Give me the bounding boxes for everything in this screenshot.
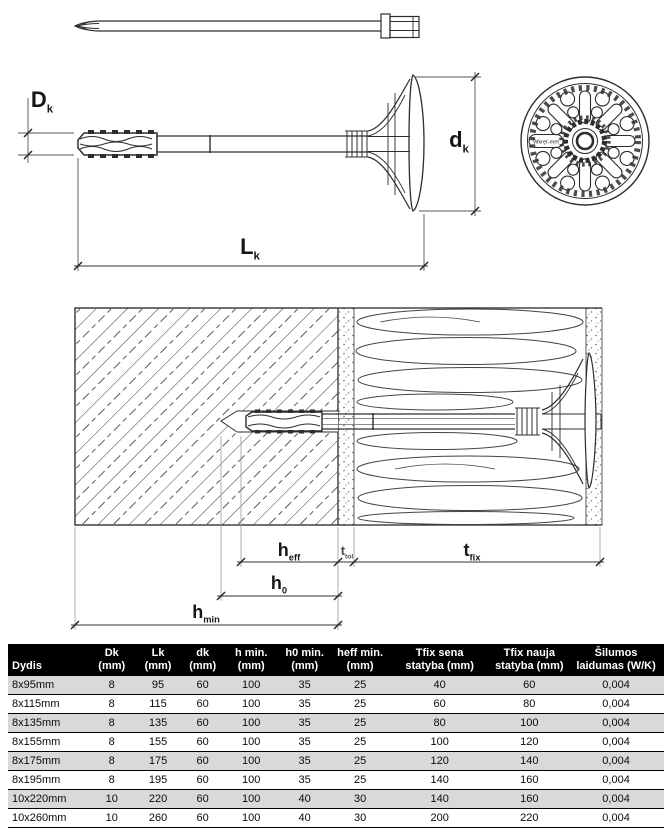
expansion-sleeve: [78, 130, 157, 158]
table-cell: 0,004: [568, 809, 664, 828]
table-cell: 200: [389, 809, 491, 828]
table-cell: 120: [389, 752, 491, 771]
table-cell: 220: [491, 809, 569, 828]
table-cell: 8x155mm: [8, 733, 88, 752]
table-cell: 35: [278, 752, 331, 771]
table-cell: 100: [225, 695, 278, 714]
column-header: h0 min. (mm): [278, 644, 331, 676]
table-cell: 10: [88, 809, 135, 828]
table-cell: 35: [278, 714, 331, 733]
table-cell: 35: [278, 695, 331, 714]
column-header: h min. (mm): [225, 644, 278, 676]
table-cell: 0,004: [568, 790, 664, 809]
spec-table: [8, 644, 664, 828]
table-cell: 115: [135, 695, 181, 714]
table-cell: 35: [278, 733, 331, 752]
column-header: Tfix sena statyba (mm): [389, 644, 491, 676]
table-cell: 100: [389, 733, 491, 752]
spec-table-head: [8, 644, 664, 676]
head-flare: [368, 79, 410, 209]
table-cell: 30: [331, 809, 388, 828]
nail-drawing: [75, 14, 419, 38]
column-header: Dydis: [8, 644, 88, 676]
table-row: [8, 771, 664, 790]
table-cell: 25: [331, 771, 388, 790]
table-cell: 25: [331, 752, 388, 771]
table-cell: 8: [88, 733, 135, 752]
table-cell: 60: [181, 790, 225, 809]
dim-label-ttol: $t_{tol}$: [340, 543, 354, 561]
table-cell: 95: [135, 676, 181, 695]
table-cell: 60: [181, 695, 225, 714]
table-cell: 30: [331, 790, 388, 809]
table-cell: 140: [491, 752, 569, 771]
spec-table-body: [8, 676, 664, 828]
table-cell: 80: [389, 714, 491, 733]
table-cell: 8: [88, 695, 135, 714]
table-cell: 140: [389, 771, 491, 790]
table-cell: 0,004: [568, 752, 664, 771]
table-row: [8, 733, 664, 752]
table-cell: 35: [278, 771, 331, 790]
header-row: [8, 644, 664, 676]
table-cell: 140: [389, 790, 491, 809]
table-cell: 100: [225, 714, 278, 733]
table-cell: 0,004: [568, 733, 664, 752]
insulation-lobes: [356, 309, 583, 525]
table-cell: 60: [181, 714, 225, 733]
table-row: [8, 676, 664, 695]
table-cell: 100: [225, 771, 278, 790]
table-cell: 260: [135, 809, 181, 828]
table-cell: 100: [225, 752, 278, 771]
washer-face-view: [521, 77, 649, 205]
wall-cross-section: [75, 308, 602, 525]
table-cell: 60: [181, 771, 225, 790]
table-cell: 100: [491, 714, 569, 733]
table-cell: 100: [225, 809, 278, 828]
anchor-side-view: [78, 75, 424, 211]
table-cell: 60: [181, 676, 225, 695]
table-cell: 8: [88, 752, 135, 771]
table-row: [8, 790, 664, 809]
column-header: Dk (mm): [88, 644, 135, 676]
dim-label-hmin: $h_{min}$: [192, 602, 220, 625]
table-cell: 8: [88, 771, 135, 790]
table-cell: 8x95mm: [8, 676, 88, 695]
table-cell: 35: [278, 676, 331, 695]
disc-edge: [409, 75, 424, 211]
table-cell: 135: [135, 714, 181, 733]
table-cell: 60: [389, 695, 491, 714]
table-cell: 40: [389, 676, 491, 695]
disc-brand-text: Wkręt-met: [533, 139, 559, 146]
table-cell: 100: [225, 790, 278, 809]
column-header: heff min. (mm): [331, 644, 388, 676]
dim-label-Lk: $L_k$: [240, 234, 260, 263]
table-row: [8, 809, 664, 828]
collar-ribs: [345, 131, 368, 157]
table-cell: 175: [135, 752, 181, 771]
table-cell: 220: [135, 790, 181, 809]
table-cell: 8: [88, 714, 135, 733]
table-cell: 0,004: [568, 695, 664, 714]
table-cell: 25: [331, 733, 388, 752]
table-cell: 60: [181, 809, 225, 828]
table-cell: 0,004: [568, 676, 664, 695]
table-cell: 25: [331, 676, 388, 695]
table-cell: 160: [491, 771, 569, 790]
table-cell: 40: [278, 809, 331, 828]
column-header: Lk (mm): [135, 644, 181, 676]
table-row: [8, 695, 664, 714]
table-cell: 120: [491, 733, 569, 752]
dim-label-h0: $h_0$: [270, 573, 288, 596]
table-cell: 100: [225, 676, 278, 695]
table-cell: 8x195mm: [8, 771, 88, 790]
table-cell: 10: [88, 790, 135, 809]
table-cell: 60: [181, 752, 225, 771]
dim-label-Dk: $D_k$: [30, 87, 54, 116]
table-cell: 100: [225, 733, 278, 752]
table-cell: 80: [491, 695, 569, 714]
table-row: [8, 752, 664, 771]
table-cell: 0,004: [568, 714, 664, 733]
table-cell: 0,004: [568, 771, 664, 790]
table-cell: 25: [331, 695, 388, 714]
table-cell: 25: [331, 714, 388, 733]
table-cell: 195: [135, 771, 181, 790]
column-header: Šilumos laidumas (W/K): [568, 644, 664, 676]
table-cell: 10x220mm: [8, 790, 88, 809]
table-cell: 155: [135, 733, 181, 752]
table-cell: 40: [278, 790, 331, 809]
table-cell: 8x135mm: [8, 714, 88, 733]
dim-label-dk: $d_k$: [449, 127, 469, 156]
table-cell: 8: [88, 676, 135, 695]
table-row: [8, 714, 664, 733]
table-cell: 60: [181, 733, 225, 752]
table-cell: 8x175mm: [8, 752, 88, 771]
dim-label-heff: $h_{eff}$: [277, 540, 301, 563]
column-header: dk (mm): [181, 644, 225, 676]
table-cell: 160: [491, 790, 569, 809]
table-cell: 60: [491, 676, 569, 695]
table-cell: 8x115mm: [8, 695, 88, 714]
column-header: Tfix nauja statyba (mm): [491, 644, 569, 676]
table-cell: 10x260mm: [8, 809, 88, 828]
dim-label-tfix: $t_{fix}$: [463, 540, 481, 563]
old-plaster-layer: [338, 308, 354, 525]
